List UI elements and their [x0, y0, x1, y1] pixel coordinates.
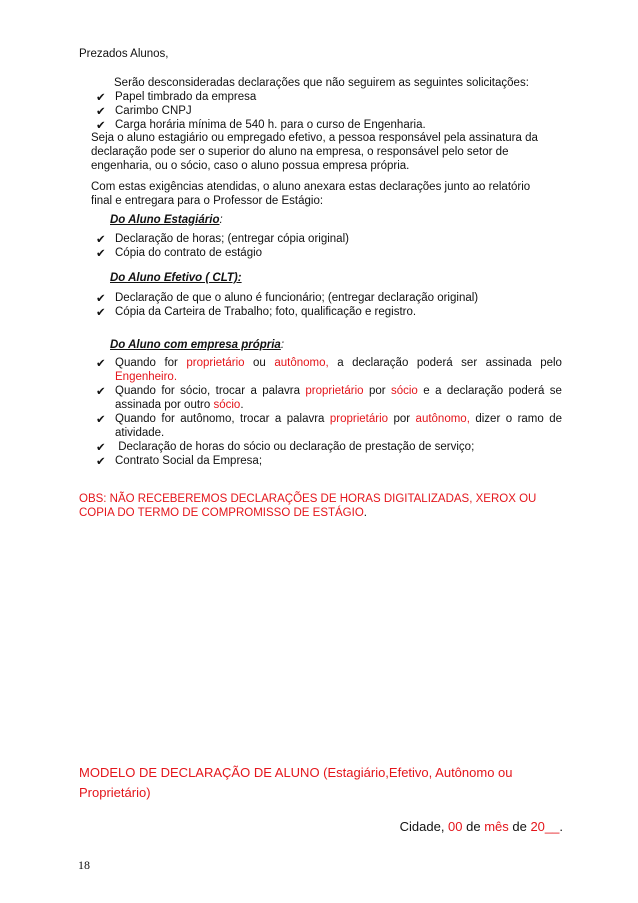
responsible-line: declaração pode ser o superior do aluno na empresa, o responsável pelo setor de	[91, 146, 509, 158]
word: for	[161, 413, 175, 425]
modelo-line-1: MODELO DE DECLARAÇÃO DE ALUNO (Estagiário,Efetivo, Autônomo ou	[79, 765, 513, 780]
word: for	[164, 357, 178, 369]
word: declaração	[352, 357, 409, 369]
intro-text: Serão desconsideradas declarações que não seguirem as seguintes solicitações:	[114, 77, 529, 89]
word: e	[423, 385, 430, 397]
check-icon: ✔	[96, 305, 106, 319]
obs-text: COPIA DO TERMO DE COMPROMISSO DE ESTÁGIO	[79, 507, 364, 519]
estagiario-item: Cópia do contrato de estágio	[115, 247, 263, 259]
highlight-word: sócio	[390, 385, 418, 397]
check-icon: ✔	[96, 440, 106, 454]
word: Quando	[115, 413, 156, 425]
empresa-item-1-line-2: Engenheiro.	[115, 371, 178, 383]
heading-text: Do Aluno com empresa própria	[110, 339, 281, 351]
text: .	[240, 399, 244, 411]
highlight-word: proprietário	[305, 385, 364, 397]
heading-colon: :	[280, 339, 285, 351]
word: poderá	[508, 385, 545, 397]
word: ser	[461, 357, 478, 369]
requirement-item: Papel timbrado da empresa	[115, 91, 257, 103]
text: assinada por outro	[115, 399, 214, 411]
date-day: 00	[448, 819, 463, 834]
efetivo-item: Declaração de que o aluno é funcionário; (entregar declaração original)	[115, 292, 479, 304]
obs-line-2	[79, 506, 367, 520]
word: a	[337, 357, 344, 369]
check-icon: ✔	[96, 412, 106, 426]
word: dizer	[475, 413, 501, 425]
check-icon: ✔	[96, 291, 106, 305]
word: Quando	[115, 385, 156, 397]
check-icon: ✔	[96, 232, 106, 246]
highlight-word: sócio	[213, 399, 241, 411]
highlight-word: autônomo,	[415, 413, 470, 425]
requirement-item: Carimbo CNPJ	[115, 105, 192, 117]
date-line	[400, 818, 563, 835]
check-icon: ✔	[96, 246, 106, 260]
empresa-item-2-line-2	[115, 398, 244, 412]
empresa-item-5: Contrato Social da Empresa;	[115, 455, 263, 467]
section-heading-empresa	[110, 338, 284, 352]
word: ou	[253, 357, 266, 369]
check-icon: ✔	[96, 384, 106, 398]
word: o	[505, 413, 513, 425]
check-icon: ✔	[96, 118, 106, 132]
greeting: Prezados Alunos,	[79, 48, 169, 60]
word: ramo	[517, 413, 544, 425]
empresa-item-3-line-2: atividade.	[115, 427, 165, 439]
word: for	[161, 385, 175, 397]
word: a	[435, 385, 442, 397]
modelo-line-2: Proprietário)	[79, 785, 151, 800]
date-month: mês	[484, 819, 509, 834]
word: de	[549, 413, 562, 425]
word: declaração	[446, 385, 504, 397]
obs-line-1: OBS: NÃO RECEBEREMOS DECLARAÇÕES DE HORAS DIGITALIZADAS, XEROX OU	[79, 493, 537, 505]
date-connector: de	[462, 819, 485, 834]
empresa-item-2-line-1	[115, 384, 562, 398]
word: a	[250, 385, 257, 397]
word: palavra	[262, 385, 300, 397]
requirement-item: Carga horária mínima de 540 h. para o curso de Engenharia.	[115, 119, 426, 131]
word: Quando	[115, 357, 156, 369]
highlight-word: autônomo,	[274, 357, 329, 369]
responsible-line: engenharia, ou o sócio, caso o aluno possua empresa própria.	[91, 160, 410, 172]
word: por	[393, 413, 411, 425]
delivery-line: Com estas exigências atendidas, o aluno anexara estas declarações junto ao relatório	[91, 181, 531, 193]
word: pelo	[540, 357, 562, 369]
date-year: 20__	[530, 819, 560, 834]
date-city: Cidade,	[399, 819, 449, 834]
word: sócio,	[180, 385, 211, 397]
estagiario-item: Declaração de horas; (entregar cópia original)	[115, 233, 349, 245]
check-icon: ✔	[96, 104, 106, 118]
section-heading-estagiario	[110, 213, 223, 227]
word: palavra	[286, 413, 325, 425]
word: a	[274, 413, 282, 425]
word: se	[549, 385, 562, 397]
word: por	[368, 385, 386, 397]
section-heading-efetivo: Do Aluno Efetivo ( CLT):	[110, 272, 242, 284]
page-number: 18	[78, 858, 90, 872]
empresa-item-1-line-1	[115, 356, 562, 370]
obs-period: .	[363, 507, 367, 519]
heading-colon: :	[219, 214, 223, 226]
check-icon: ✔	[96, 356, 106, 370]
word: assinada	[485, 357, 532, 369]
date-connector: de	[508, 819, 531, 834]
highlight-word: proprietário	[186, 357, 245, 369]
efetivo-item: Cópia da Carteira de Trabalho; foto, qualificação e registro.	[115, 306, 417, 318]
word: trocar	[240, 413, 270, 425]
delivery-line: final e entregara para o Professor de Estágio:	[91, 195, 324, 207]
word: poderá	[416, 357, 453, 369]
word: autônomo,	[180, 413, 235, 425]
empresa-item-3-line-1	[115, 412, 562, 426]
check-icon: ✔	[96, 454, 106, 468]
date-period: .	[559, 819, 563, 834]
word: trocar	[215, 385, 246, 397]
empresa-item-4: Declaração de horas do sócio ou declaração de prestação de serviço;	[115, 441, 475, 453]
check-icon: ✔	[96, 90, 106, 104]
highlight-word: proprietário	[329, 413, 389, 425]
responsible-line: Seja o aluno estagiário ou empregado efetivo, a pessoa responsável pela assinatura da	[91, 132, 538, 144]
heading-text: Do Aluno Estagiário	[110, 214, 220, 226]
